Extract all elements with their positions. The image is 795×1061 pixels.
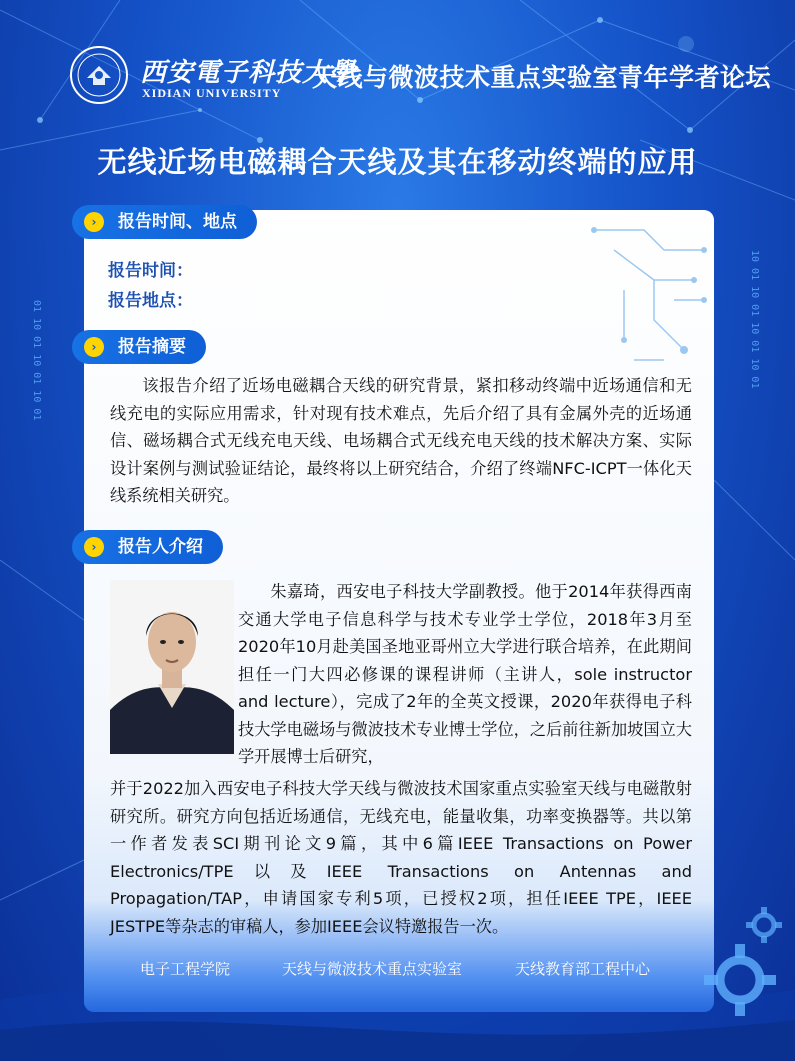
footer-org-1: 电子工程学院 [140, 960, 231, 978]
side-code-right: 10 01 10 01 10 01 10 01 [749, 250, 760, 389]
university-name-en: XIDIAN UNIVERSITY [142, 86, 282, 100]
footer-org-2: 天线与微波技术重点实验室 [282, 960, 463, 978]
section-tag-speaker: › 报告人介绍 [72, 530, 223, 564]
section-tag-abstract: › 报告摘要 [72, 330, 206, 364]
speaker-photo [110, 580, 234, 754]
chevron-right-icon: › [84, 212, 104, 232]
circuit-decoration [554, 210, 714, 380]
gear-icon [700, 940, 780, 1020]
header [70, 44, 770, 104]
university-seal-icon [70, 46, 128, 104]
gear-icon [744, 905, 784, 945]
report-time-label: 报告时间： [108, 261, 193, 281]
page-title: 无线近场电磁耦合天线及其在移动终端的应用 [97, 145, 698, 179]
university-name-cn: 西安電子科技大學 [140, 58, 357, 88]
speaker-bio-full: 并于2022加入西安电子科技大学天线与微波技术国家重点实验室天线与电磁散射研究所。研究方向包括近场通信，无线充电，能量收集，功率变换器等。共以第一作者发表SCI期刊论文9篇，其中6篇IEEE Transactions on Power Electronics/TPE以及IEEE Transactions on Antennas and Propagation/TAP，申请国家专利5项，已授权2项，担任IEEE TPE，IEEE JESTPE等杂志的审稿人，参加IEEE会议特邀报告一次。 [110, 779, 692, 936]
abstract-text: 该报告介绍了近场电磁耦合天线的研究背景，紧扣移动终端中近场通信和无线充电的实际应用需求，针对现有技术难点，先后介绍了具有金属外壳的近场通信、磁场耦合式无线充电天线、电场耦合式无线充电天线的技术解决方案、实际设计案例与测试验证结论，最终将以上研究结合，介绍了终端NFC-ICPT一体化天线系统相关研究。 [110, 376, 692, 505]
section-tag-time-place: › 报告时间、地点 [72, 205, 257, 239]
forum-title: 天线与微波技术重点实验室青年学者论坛 [312, 63, 772, 92]
speaker-bio-side: 朱嘉琦，西安电子科技大学副教授。他于2014年获得西南交通大学电子信息科学与技术专业学士学位，2018年3月至2020年10月赴美国圣地亚哥州立大学进行联合培养，在此期间担任一门大四必修课的课程讲师（主讲人，sole instructor and lecture），完成了2年的全英文授课，2020年获得电子科技大学电磁场与微波技术专业博士学位，之后前往新加坡国立大学开展博士后研究， [238, 582, 692, 766]
report-place-label: 报告地点： [108, 291, 193, 311]
chevron-right-icon: › [84, 337, 104, 357]
footer-org-3: 天线教育部工程中心 [515, 960, 651, 978]
chevron-right-icon: › [84, 537, 104, 557]
side-code-left: 01 10 01 10 01 10 01 [31, 300, 42, 421]
